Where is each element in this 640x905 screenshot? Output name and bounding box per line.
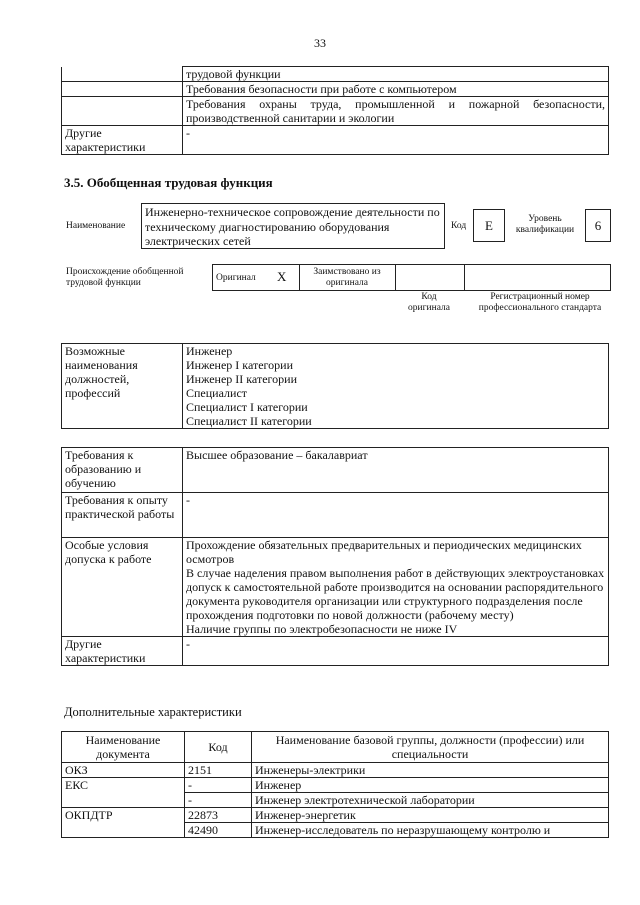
level-value: 6 xyxy=(594,218,602,233)
table-row: ОКЗ 2151 Инженеры-электрики xyxy=(62,763,609,778)
code-label: Код xyxy=(451,221,467,231)
positions-table xyxy=(61,343,609,429)
section-title: 3.5. Обобщенная трудовая функция xyxy=(64,175,273,190)
cont-other-value: - xyxy=(183,126,609,155)
additional-table xyxy=(61,731,609,838)
req-other-value: - xyxy=(183,637,609,666)
additional-title: Дополнительные характеристики xyxy=(64,705,242,719)
position-item: Специалист xyxy=(186,386,248,400)
table-row: ОКПДТР 22873 Инженер-энергетик xyxy=(62,808,609,823)
page-number: 33 xyxy=(314,36,326,50)
name-label: Наименование xyxy=(66,221,126,231)
function-name-box xyxy=(141,203,445,249)
position-item: Инженер I категории xyxy=(186,358,293,372)
header-code: Код xyxy=(185,732,252,763)
origin-row xyxy=(212,264,611,291)
code-original-caption: Код оригинала xyxy=(408,292,450,313)
positions-list xyxy=(183,344,609,429)
position-item: Специалист I категории xyxy=(186,400,308,414)
position-item: Инженер II категории xyxy=(186,372,297,386)
original-label: Оригинал xyxy=(216,273,256,283)
cont-row-3: Требования охраны труда, промышленной и пожарной безопасности, производственной санитарии и экологии xyxy=(183,97,609,126)
table-row: - Инженер электротехнической лаборатории xyxy=(62,793,609,808)
borrowed-label: Заимствовано из оригинала xyxy=(313,267,381,288)
cont-row-1: трудовой функции xyxy=(183,67,609,82)
education-label: Требования к образованию и обучению xyxy=(62,448,183,493)
header-doc: Наименование документа xyxy=(62,732,185,763)
requirements-table xyxy=(61,447,609,666)
position-item: Специалист II категории xyxy=(186,414,312,428)
experience-value: - xyxy=(183,493,609,538)
special-line: В случае наделения правом выполнения работ в действующих электроустановках допуск к самостоятельной работе производится на основании распорядительного документа руководителя организации или структурного подразделения после прохождения подготовки по новой должности (рабочему месту) xyxy=(186,566,605,622)
special-value xyxy=(183,538,609,637)
experience-label: Требования к опыту практической работы xyxy=(62,493,183,538)
position-item: Инженер xyxy=(186,344,233,358)
cont-row-2: Требования безопасности при работе с компьютером xyxy=(183,82,609,97)
cont-other-label: Другие характеристики xyxy=(62,126,183,155)
level-value-box xyxy=(585,209,611,242)
code-value: E xyxy=(485,218,493,233)
special-label: Особые условия допуска к работе xyxy=(62,538,183,637)
original-mark: X xyxy=(277,269,287,284)
code-value-box xyxy=(473,209,505,242)
table-row: ЕКС - Инженер xyxy=(62,778,609,793)
reg-number-caption: Регистрационный номер профессионального стандарта xyxy=(478,292,602,313)
education-value: Высшее образование – бакалавриат xyxy=(183,448,609,493)
table-row: 42490 Инженер-исследователь по неразрушающему контролю и xyxy=(62,823,609,838)
origin-label: Происхождение обобщенной трудовой функции xyxy=(66,267,184,288)
header-name: Наименование базовой группы, должности (профессии) или специальности xyxy=(252,732,609,763)
positions-label: Возможные наименования должностей, профессий xyxy=(62,344,183,429)
special-line: Прохождение обязательных предварительных и периодических медицинских осмотров xyxy=(186,538,582,566)
req-other-label: Другие характеристики xyxy=(62,637,183,666)
continuation-table xyxy=(61,66,609,155)
level-label: Уровень квалификации xyxy=(515,214,575,235)
function-name: Инженерно-техническое сопровождение деятельности по техническому диагностированию оборудования электрических сетей xyxy=(145,205,440,248)
special-line: Наличие группы по электробезопасности не ниже IV xyxy=(186,622,458,636)
